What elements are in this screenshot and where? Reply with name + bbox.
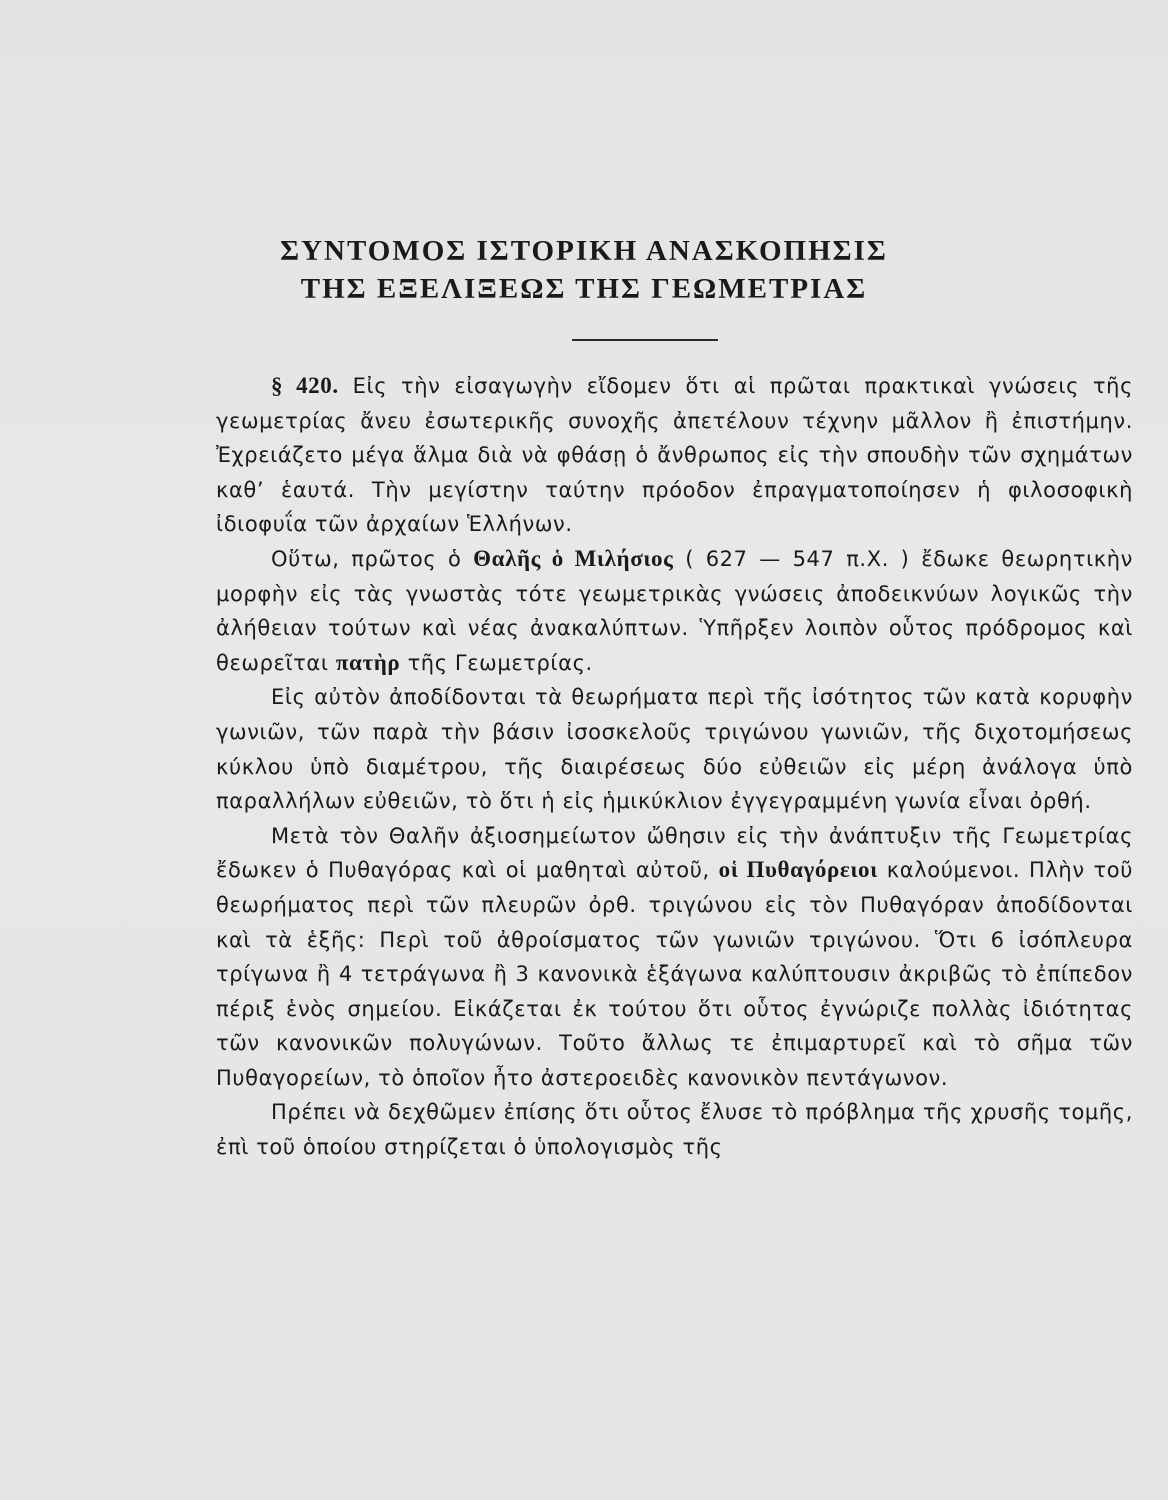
paragraph-text: τῆς Γεωμετρίας. bbox=[407, 650, 593, 675]
heading-divider bbox=[572, 339, 718, 341]
heading-line-1: ΣΥΝΤΟΜΟΣ ΙΣΤΟΡΙΚΗ ΑΝΑΣΚΟΠΗΣΙΣ bbox=[280, 235, 888, 267]
heading-line-2: ΤΗΣ ΕΞΕΛΙΞΕΩΣ ΤΗΣ ΓΕΩΜΕΤΡΙΑΣ bbox=[300, 273, 868, 305]
section-number: § 420. bbox=[271, 373, 339, 398]
paragraph-text: Μετὰ τὸν Θαλῆν ἀξιοσημείωτον ὤθησιν εἰς τὴν ἀνάπτυξιν τῆς Γεωμετρίας ἔδωκεν ὁ Πυθαγόρας καὶ οἱ μαθηταὶ αὐτοῦ, bbox=[216, 823, 1133, 883]
paragraph-text: ( 627 — 547 π.Χ. ) ἔδωκε θεωρητικὴν μορφὴν εἰς τὰς γνωστὰς τότε γεωμετρικὰς γνώσεις ἀποδεικνύων λογικῶς τὴν ἀλήθειαν τούτων καὶ νέας ἀνακαλύπτων. Ὑπῆρξεν λοιπὸν οὗτος πρόδρομος καὶ θεωρεῖται bbox=[216, 546, 1134, 675]
paragraph-text: Εἰς αὐτὸν ἀποδίδονται τὰ θεωρήματα περὶ τῆς ἰσότητος τῶν κατὰ κορυφὴν γωνιῶν, τῶν παρὰ τὴν βάσιν ἰσοσκελοῦς τριγώνου γωνιῶν, τῆς διχοτομήσεως κύκλου ὑπὸ διαμέτρου, τῆς διαιρέσεως δύο εὐθειῶν εἰς μέρη ἀνάλογα ὑπὸ παραλλήλων εὐθειῶν, τὸ ὅτι ἡ εἰς ἡμικύκλιον ἐγγεγραμμένη γωνία εἶναι ὀρθή. bbox=[216, 685, 1133, 814]
paragraph-text: Εἰς τὴν εἰσαγωγὴν εἴδομεν ὅτι αἱ πρῶται πρακτικαὶ γνώσεις τῆς γεωμετρίας ἄνευ ἐσωτερικῆς συνοχῆς ἀπετέλουν τέχνην μᾶλλον ἢ ἐπιστήμην. Ἐχρειάζετο μέγα ἅλμα διὰ νὰ φθάσῃ ὁ ἄνθρωπος εἰς τὴν σπουδὴν τῶν σχημάτων καθ’ ἑαυτά. Τὴν μεγίστην ταύτην πρόοδον ἐπραγματοποίησεν ἡ φιλοσοφικὴ ἰδιοφυΐα τῶν ἀρχαίων Ἑλλήνων. bbox=[216, 374, 1133, 537]
paragraph-text: Πρέπει νὰ δεχθῶμεν ἐπίσης ὅτι οὗτος ἔλυσε τὸ πρόβλημα τῆς χρυσῆς τομῆς, ἐπὶ τοῦ ὁποίου στηρίζεται ὁ ὑπολογισμὸς τῆς bbox=[216, 1100, 1133, 1160]
title-father: πατὴρ bbox=[335, 649, 401, 675]
paragraph-thales bbox=[216, 542, 1133, 680]
paragraph-theorems bbox=[216, 680, 1133, 818]
chapter-heading bbox=[0, 232, 1168, 308]
paragraph-420 bbox=[216, 369, 1133, 542]
paragraph-pythagoras bbox=[216, 819, 1133, 1096]
name-pythagoreans: οἱ Πυθαγόρειοι bbox=[718, 857, 878, 883]
paragraph-text: καλούμενοι. Πλὴν τοῦ θεωρήματος περὶ τῶν πλευρῶν ὀρθ. τριγώνου εἰς τὸν Πυθαγόραν ἀποδίδονται καὶ τὰ ἑξῆς: Περὶ τοῦ ἀθροίσματος τῶν γωνιῶν τριγώνου. Ὅτι 6 ἰσόπλευρα τρίγωνα ἢ 4 τετράγωνα ἢ 3 κανονικὰ ἑξάγωνα καλύπτουσιν ἀκριβῶς τὸ ἐπίπεδον πέριξ ἑνὸς σημείου. Εἰκάζεται ἐκ τούτου ὅτι οὗτος ἐγνώριζε πολλὰς ἰδιότητας τῶν κανονικῶν πολυγώνων. Τοῦτο ἄλλως τε ἐπιμαρτυρεῖ καὶ τὸ σῆμα τῶν Πυθαγορείων, τὸ ὁποῖον ἦτο ἀστεροειδὲς κανονικὸν πεντάγωνον. bbox=[216, 858, 1133, 1090]
paragraph-text: Οὕτω, πρῶτος ὁ bbox=[271, 546, 462, 571]
paragraph-golden-section bbox=[216, 1095, 1133, 1164]
name-thales: Θαλῆς ὁ Μιλήσιος bbox=[473, 545, 674, 571]
body-text bbox=[216, 369, 1133, 1165]
